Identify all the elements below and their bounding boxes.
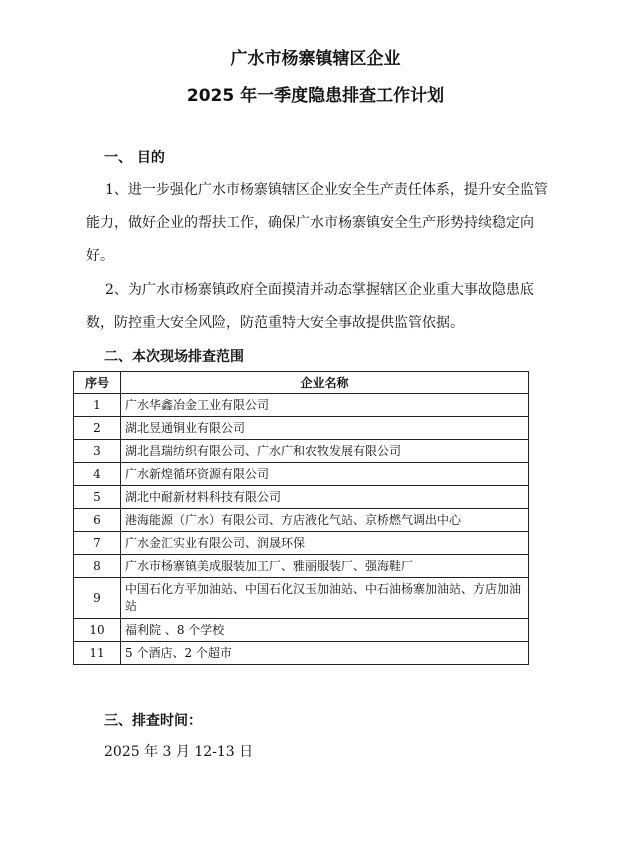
table-row — [74, 532, 529, 555]
row-number: 3 — [74, 440, 121, 463]
table-row — [74, 509, 529, 532]
table-row — [74, 486, 529, 509]
table-row — [74, 440, 529, 463]
header-number: 序号 — [74, 372, 121, 394]
enterprise-name: 湖北昌瑞纺织有限公司、广水广和农牧发展有限公司 — [121, 440, 529, 463]
section-heading-scope: 二、本次现场排查范围 — [104, 349, 244, 365]
enterprise-table — [73, 371, 529, 665]
row-number: 9 — [74, 578, 121, 619]
row-number: 10 — [74, 619, 121, 642]
header-enterprise-name: 企业名称 — [121, 372, 529, 394]
row-number: 4 — [74, 463, 121, 486]
enterprise-name: 湖北中耐新材料科技有限公司 — [121, 486, 529, 509]
row-number: 7 — [74, 532, 121, 555]
table-header-row — [74, 372, 529, 394]
table-row — [74, 555, 529, 578]
paragraph-1: 1、进一步强化广水市杨寨镇辖区企业安全生产责任体系，提升安全监管能力，做好企业的帮扶工作，确保广水市杨寨镇安全生产形势持续稳定向好。 — [86, 182, 548, 264]
document-title: 广水市杨寨镇辖区企业 — [230, 49, 401, 69]
document-subtitle: 2025 年一季度隐患排查工作计划 — [186, 86, 445, 106]
enterprise-name: 广水华鑫冶金工业有限公司 — [121, 394, 529, 417]
table-row — [74, 578, 529, 619]
table-row — [74, 417, 529, 440]
row-number: 1 — [74, 394, 121, 417]
table-row — [74, 619, 529, 642]
table-row — [74, 463, 529, 486]
schedule-date: 2025 年 3 月 12-13 日 — [104, 744, 254, 760]
section-heading-purpose: 一、 目的 — [104, 150, 165, 166]
row-number: 8 — [74, 555, 121, 578]
table-row — [74, 642, 529, 665]
enterprise-name: 湖北昱通铜业有限公司 — [121, 417, 529, 440]
enterprise-name: 中国石化方平加油站、中国石化汉玉加油站、中石油杨寨加油站、方店加油站 — [121, 578, 529, 619]
row-number: 2 — [74, 417, 121, 440]
table-row — [74, 394, 529, 417]
section-heading-time: 三、排查时间： — [104, 713, 202, 729]
row-number: 11 — [74, 642, 121, 665]
enterprise-name: 广水金汇实业有限公司、润晟环保 — [121, 532, 529, 555]
enterprise-name: 广水新煌循环资源有限公司 — [121, 463, 529, 486]
row-number: 6 — [74, 509, 121, 532]
enterprise-name: 5 个酒店、2 个超市 — [121, 642, 529, 665]
enterprise-name: 福利院 、8 个学校 — [121, 619, 529, 642]
enterprise-name: 港海能源（广水）有限公司、方店液化气站、京桥燃气调出中心 — [121, 509, 529, 532]
paragraph-2: 2、为广水市杨寨镇政府全面摸清并动态掌握辖区企业重大事故隐患底数，防控重大安全风险，防范重特大安全事故提供监管依据。 — [86, 282, 534, 331]
row-number: 5 — [74, 486, 121, 509]
enterprise-name: 广水市杨寨镇美成服装加工厂、雅丽服装厂、强海鞋厂 — [121, 555, 529, 578]
